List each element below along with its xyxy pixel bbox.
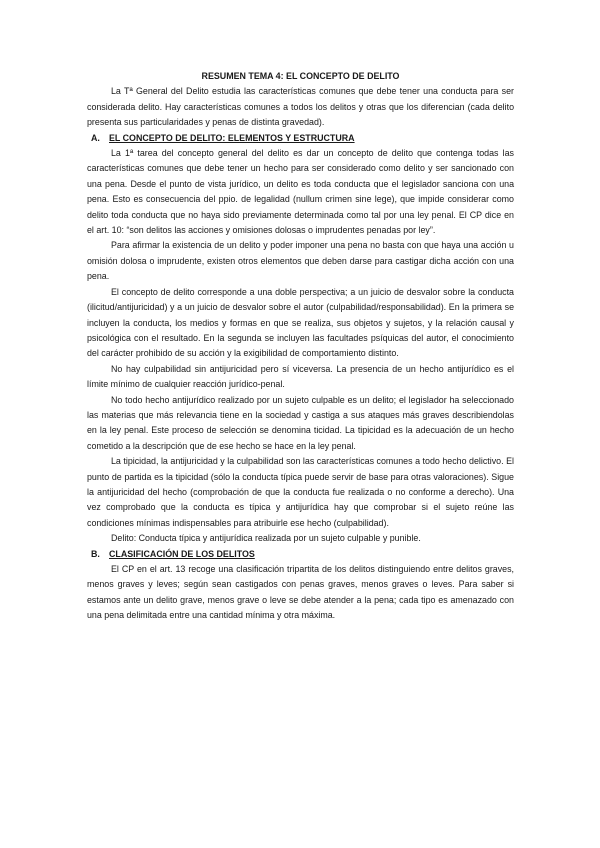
section-a-paragraph: No todo hecho antijurídico realizado por un sujeto culpable es un delito; el legislador ha seleccionado las materias que más relevancia tiene en la sociedad y castiga a sus ataques más graves describiendolas en la ley penal. Este proceso de selección se denomina ticidad. La tipicidad es la adecuación de un hecho cometido a la descripción que de ese hecho se hace en la ley penal. [87,394,514,451]
section-a-paragraph: La tipicidad, la antijuricidad y la culpabilidad son las características comunes a todo hecho delictivo. El punto de partida es la tipicidad (sólo la conducta típica puede servir de base para otras valoraciones). Sigue la antijuricidad del hecho (comprobación de que la conducta fue realizada o no conforme a derecho). Una vez comprobado que la conducta es típica y antijurídica hay que comprobar si el sujeto reúne las condiciones mínimas indispensables para atribuirle ese hecho (culpabilidad). [87,456,514,528]
section-b-title: CLASIFICACIÓN DE LOS DELITOS [109,548,255,559]
section-b-number: B. [91,548,100,559]
delito-definition: Delito: Conducta típica y antijurídica realizada por un sujeto culpable y punible. [111,533,421,544]
section-b-paragraph: El CP en el art. 13 recoge una clasificación tripartita de los delitos distinguiendo entre delitos graves, menos graves y leves; según sean castigados con penas graves, menos graves o leves. Para saber si estamos ante un delito grave, menos grave o leve se debe atender a la pena; cada tipo es amenazado con una pena delimitada entre una cantidad mínima y otra máxima. [87,564,514,621]
section-a-heading [87,131,514,146]
section-a-paragraph: El concepto de delito corresponde a una doble perspectiva; a un juicio de desvalor sobre la conducta (ilicitud/antijuricidad) y a un juicio de desvalor sobre el autor (culpabilidad/responsabilidad). En la primera se incluyen la conducta, los medios y formas en que se realiza, sus objetos y sujetos, y la relación causal y psicológica con el resultado. En la segunda se incluyen las facultades psíquicas del autor, el conocimiento del carácter prohibido de su acción y la exigibilidad de comportamiento distinto. [87,286,514,359]
section-a-paragraph: La 1ª tarea del concepto general del delito es dar un concepto de delito que contenga todas las características comunes que debe tener un hecho para ser considerado como delito y ser sancionado con una pena. Desde el punto de vista jurídico, un delito es toda conducta que el legislador sanciona con una pena. Esto es consecuencia del ppio. de legalidad (nullum crimen sine lege), que impide considerar como delito toda conducta que no haya sido previamente determinada como tal por una ley penal. El CP dice en el art. 10: “son delitos las acciones y omisiones dolosas o imprudentes penadas por ley”. [87,148,514,236]
section-a-number: A. [91,132,100,143]
intro-paragraph: La Tª General del Delito estudia las características comunes que debe tener una conducta para ser considerada delito. Hay características comunes a todos los delitos y otras que los diferencian (cada delito presenta sus particularidades y penas de distinta gravedad). [87,86,514,128]
section-a-title: EL CONCEPTO DE DELITO: ELEMENTOS Y ESTRUCTURA [109,132,355,143]
document-title: RESUMEN TEMA 4: EL CONCEPTO DE DELITO [201,71,400,81]
section-a-paragraph: No hay culpabilidad sin antijuricidad pero sí viceversa. La presencia de un hecho antijurídico es el límite mínimo de cualquier reacción jurídico-penal. [87,363,514,390]
section-b-heading [87,547,514,562]
section-a-paragraph: Para afirmar la existencia de un delito y poder imponer una pena no basta con que haya una acción u omisión dolosa o imprudente, existen otros elementos que deben darse para castigar dicha acción con una pena. [87,240,514,282]
